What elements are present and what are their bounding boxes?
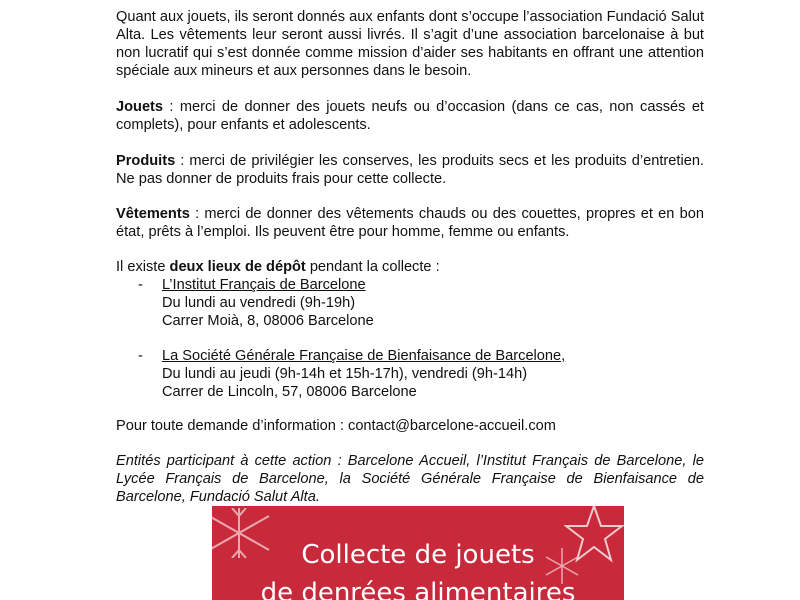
list-dash: - [138,277,143,293]
vetements-label: Vêtements [116,206,190,222]
lieux-paragraph [116,258,704,276]
jouets-paragraph [116,98,704,134]
location-1-name[interactable]: L’Institut Français de Barcelone [162,277,366,293]
contact-text: Pour toute demande d’information : contact@barcelone-accueil.com [116,418,556,434]
lieux-suffix: pendant la collecte : [305,259,440,275]
location-2-name[interactable]: La Société Générale Française de Bienfaisance de Barcelone, [162,348,566,364]
produits-paragraph [116,152,704,188]
jouets-text: : merci de donner des jouets neufs ou d’occasion (dans ce cas, non cassés et complets), pour enfants et adolescents. [116,99,704,133]
intro-paragraph [116,8,704,80]
banner-line-2: de denrées alimentaires [260,578,576,600]
vetements-text: : merci de donner des vêtements chauds ou des couettes, propres et en bon état, prêts à l’emploi. Ils peuvent être pour homme, femme ou enfants. [116,206,704,240]
lieux-bold: deux lieux de dépôt [169,259,306,275]
banner-line-1: Collecte de jouets [301,540,535,570]
jouets-label: Jouets [116,99,164,115]
produits-text: : merci de privilégier les conserves, les produits secs et les produits d’entretien. Ne pas donner de produits frais pour cette collecte. [116,153,704,187]
collect-banner [212,506,624,600]
location-2-hours: Du lundi au jeudi (9h-14h et 15h-17h), vendredi (9h-14h) [162,366,528,382]
vetements-paragraph [116,205,704,241]
list-dash: - [138,348,143,364]
entities-text: Entités participant à cette action : Barcelone Accueil, l’Institut Français de Barcelone, le Lycée Français de Barcelone, la Société Générale Française de Bienfaisance de Barcelone, Fundació Salut Alta. [116,453,704,505]
location-1-hours: Du lundi au vendredi (9h-19h) [162,295,356,311]
contact-paragraph [116,417,704,435]
produits-label: Produits [116,153,176,169]
location-2-address: Carrer de Lincoln, 57, 08006 Barcelone [162,384,417,400]
location-1-address: Carrer Moià, 8, 08006 Barcelone [162,313,374,329]
entities-paragraph [116,452,704,506]
lieux-prefix: Il existe [116,259,170,275]
intro-text: Quant aux jouets, ils seront donnés aux enfants dont s’occupe l’association Fundació Salut Alta. Les vêtements leur seront aussi livrés. Il s’agit d’une association barcelonaise à but non lucratif qui s’est donnée comme mission d’aider ses habitants en offrant une attention spéciale aux mineurs et aux personnes dans le besoin. [116,9,704,79]
